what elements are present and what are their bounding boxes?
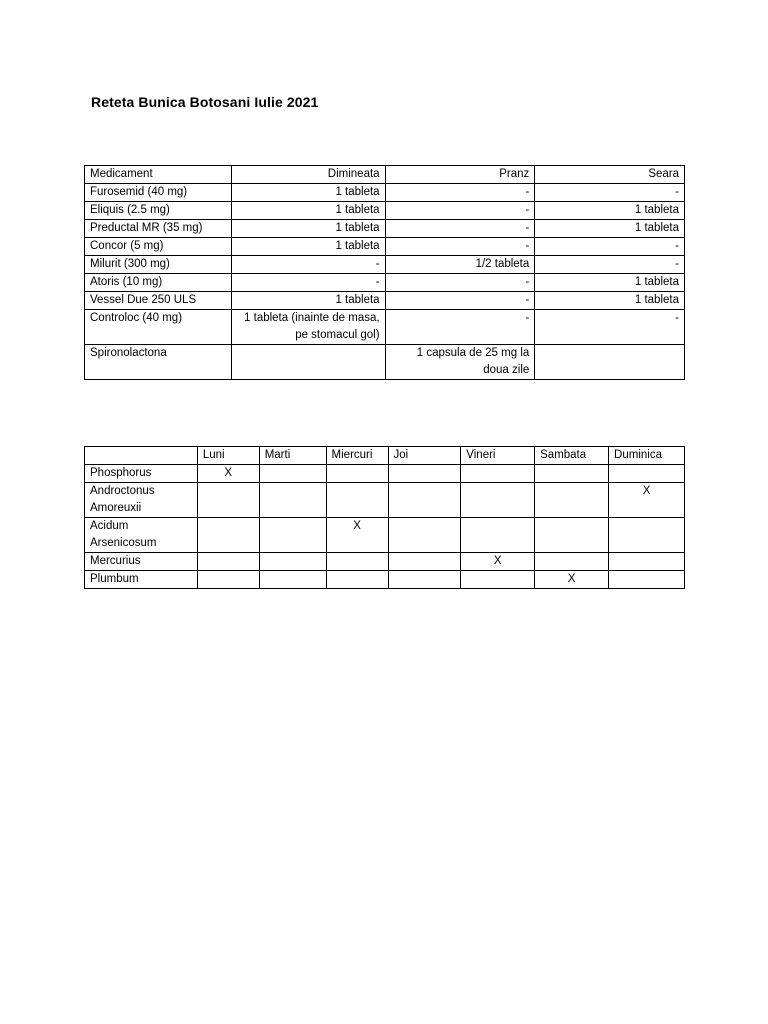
remedy-name: Mercurius [85,553,198,571]
weekly-schedule-table [84,446,685,589]
dose-cell: - [535,238,685,256]
day-cell [197,518,259,553]
medication-name: Controloc (40 mg) [85,310,232,345]
day-cell [535,518,609,553]
table-row [85,220,685,238]
day-cell [535,553,609,571]
table-row [85,292,685,310]
header-cell: Duminica [609,447,685,465]
dose-cell: - [385,184,535,202]
day-cell [197,553,259,571]
table-row [85,202,685,220]
medication-name: Concor (5 mg) [85,238,232,256]
day-cell [609,571,685,589]
day-cell [197,483,259,518]
day-cell [326,483,388,518]
table-row [85,184,685,202]
day-cell [609,553,685,571]
medication-name: Spironolactona [85,345,232,380]
dose-cell: - [385,292,535,310]
dose-cell: - [535,310,685,345]
medication-name: Milurit (300 mg) [85,256,232,274]
dose-cell: 1 tableta [535,220,685,238]
header-cell: Dimineata [231,166,385,184]
day-cell: X [326,518,388,553]
dose-cell: 1 tableta [535,292,685,310]
day-cell [388,553,461,571]
table-row [85,483,685,518]
medication-name: Atoris (10 mg) [85,274,232,292]
dose-cell: 1 tableta [231,292,385,310]
header-cell: Pranz [385,166,535,184]
dose-cell [231,345,385,380]
dose-cell: - [385,202,535,220]
header-cell: Luni [197,447,259,465]
day-cell: X [461,553,535,571]
table-header-row [85,166,685,184]
day-cell [609,518,685,553]
table-row [85,518,685,553]
dose-cell: - [535,184,685,202]
day-cell [259,571,326,589]
medication-name: Vessel Due 250 ULS [85,292,232,310]
page-title: Reteta Bunica Botosani Iulie 2021 [91,94,319,110]
day-cell [259,518,326,553]
header-cell: Seara [535,166,685,184]
header-cell [85,447,198,465]
remedy-name: Phosphorus [85,465,198,483]
header-cell: Vineri [461,447,535,465]
remedy-name: Acidum Arsenicosum [85,518,198,553]
dose-cell: 1 tableta [231,184,385,202]
dose-cell [535,345,685,380]
table-row [85,345,685,380]
dose-cell: 1 tableta [231,220,385,238]
header-cell: Miercuri [326,447,388,465]
day-cell: X [609,483,685,518]
medication-name: Preductal MR (35 mg) [85,220,232,238]
table-header-row [85,447,685,465]
day-cell [326,553,388,571]
dose-cell: - [385,274,535,292]
remedy-name: Androctonus Amoreuxii [85,483,198,518]
day-cell [388,465,461,483]
medication-table [84,165,685,380]
dose-cell: 1 tableta [535,202,685,220]
header-cell: Sambata [535,447,609,465]
day-cell: X [535,571,609,589]
day-cell [388,571,461,589]
medication-name: Eliquis (2.5 mg) [85,202,232,220]
day-cell [259,465,326,483]
header-cell: Marti [259,447,326,465]
table-row [85,274,685,292]
day-cell [535,483,609,518]
table-row [85,256,685,274]
day-cell [388,483,461,518]
day-cell [461,483,535,518]
day-cell [259,553,326,571]
day-cell [461,518,535,553]
medication-name: Furosemid (40 mg) [85,184,232,202]
dose-cell: 1 tableta [231,238,385,256]
day-cell: X [197,465,259,483]
day-cell [326,465,388,483]
remedy-name: Plumbum [85,571,198,589]
dose-cell: - [385,220,535,238]
dose-cell: 1 capsula de 25 mg la doua zile [385,345,535,380]
day-cell [197,571,259,589]
dose-cell: - [385,238,535,256]
dose-cell: 1/2 tableta [385,256,535,274]
header-cell: Medicament [85,166,232,184]
dose-cell: 1 tableta [535,274,685,292]
table-row [85,571,685,589]
day-cell [461,571,535,589]
day-cell [326,571,388,589]
table-row [85,310,685,345]
table-row [85,465,685,483]
table-row [85,553,685,571]
day-cell [535,465,609,483]
dose-cell: 1 tableta [231,202,385,220]
day-cell [388,518,461,553]
dose-cell: 1 tableta (inainte de masa, pe stomacul gol) [231,310,385,345]
dose-cell: - [385,310,535,345]
day-cell [259,483,326,518]
day-cell [609,465,685,483]
day-cell [461,465,535,483]
table-row [85,238,685,256]
dose-cell: - [535,256,685,274]
header-cell: Joi [388,447,461,465]
dose-cell: - [231,256,385,274]
dose-cell: - [231,274,385,292]
